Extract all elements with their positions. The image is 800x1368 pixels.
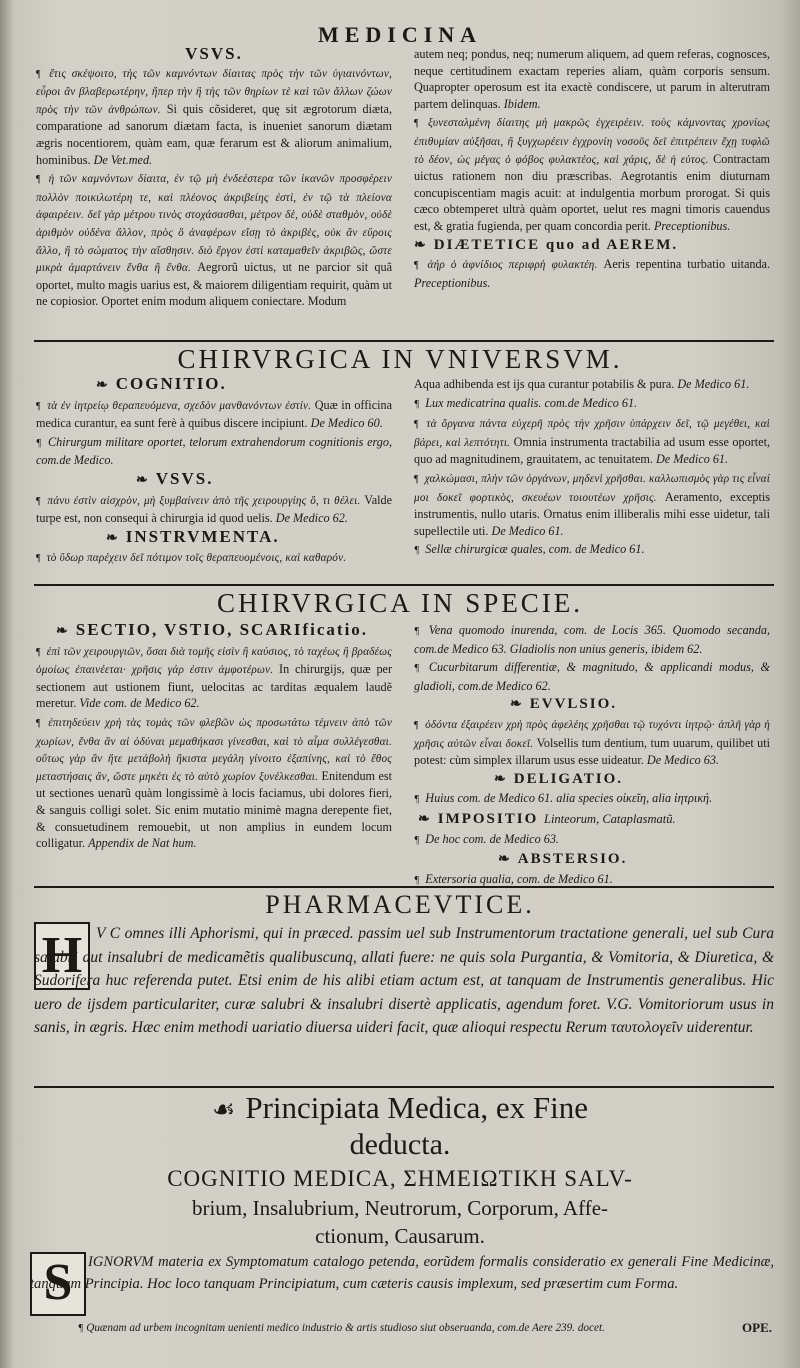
greek-text: ἔτις σκέψοιτο, τὴς τῶν καμνόντων δίαιτας πρὸς τὴν τῶν ὑγιαινόντων, εὗροι ἂν βλαβερωτέρην, ἤπερ τὴν ἢ τὴς τῶν θηρίων τὲ καὶ τῶν ἄλλων ζώων πρὸς τὴν τῶν ἀνθρώπων.	[36, 67, 392, 116]
pilcrow-icon: ¶	[414, 419, 419, 431]
greek-text: τὰ ὄργανα πάντα εὐχερῆ πρὸς τὴν χρῆσιν ὑπάρχειν δεῖ, τῷ μεγέθει, καὶ βάρει, καὶ λεπτότητι.	[414, 418, 770, 449]
principiata-title: ☙ Principiata Medica, ex Fine	[212, 1090, 588, 1125]
continued-paragraph	[414, 46, 770, 112]
pilcrow-icon: ¶	[36, 174, 41, 186]
greek-text: χαλκώμασι, πλὴν τῶν ὀργάνων, μηδενὶ χρῆσθαι. καλλωπισμὸς γὰρ τις εἶναί μοι δοκεῖ φορτικὸς, σκευέων τοιουτέων χρῆσις.	[414, 472, 771, 504]
decorated-initial-s: S	[30, 1252, 86, 1316]
fleuron-icon: ❧	[96, 378, 110, 393]
cognitio-paragraph-2	[36, 434, 392, 469]
reference: Ibidem.	[503, 96, 541, 111]
chirurgica-specie-title: CHIRVRGICA IN SPECIE.	[216, 588, 584, 618]
pilcrow-icon: ¶	[414, 260, 419, 272]
greek-text: τὸ ὕδωρ παρέχειν δεῖ πότιμον τοῖς θεραπευομένοις, καὶ καθαρόν.	[46, 552, 347, 565]
sellae-paragraph	[414, 541, 770, 560]
latin-text: Omnia instrumenta tractabilia ad usum esse oportet, quo ad magnitudinem, grauitatem, ac tenuitatem.	[414, 434, 771, 467]
latin-text: Extersoria qualia, com. de Medico 61.	[425, 871, 613, 886]
specie-right-column	[414, 622, 770, 891]
pilcrow-icon: ¶	[414, 794, 420, 806]
running-head: MEDICINA	[317, 22, 483, 47]
divider-rule	[34, 1086, 774, 1088]
pilcrow-icon: ¶	[414, 118, 419, 130]
signorum-text: IGNORVM materia ex Symptomatum catalogo petenda, eorũdem formalis consideratio ex generali Fine Medicinæ, tanquam Principia. Hoc loco tanquam Principiatum, cum cæteris causis implexum, sed præsertim cum Forma.	[30, 1254, 774, 1292]
instrumenta-heading: ❧ INSTRVMENTA.	[106, 526, 280, 546]
deligatio-heading: ❧ DELIGATIO.	[494, 770, 624, 787]
cognitio-paragraph	[36, 397, 392, 432]
latin-text: Valde turpe est, non consequi à chirurgia id quod uelis.	[36, 492, 393, 526]
impositio-tail: Linteorum, Cataplasmatũ.	[544, 811, 676, 826]
usus-heading-2: ❧ VSVS.	[136, 468, 214, 488]
pilcrow-icon: ¶	[414, 473, 419, 485]
latin-text: Lux medicatrina qualis. com.de Medico 61.	[425, 395, 638, 410]
usus-heading: VSVS.	[185, 44, 243, 63]
latin-text: Quæ in officina medica curantur, ea sunt ferè à quibus discere incipiunt.	[36, 397, 392, 431]
universum-right-column	[414, 376, 770, 562]
fleuron-icon: ❧	[56, 624, 70, 639]
reference: De Medico 61.	[655, 452, 729, 467]
cognitio-medica-line-3: ctionum, Causarum.	[315, 1224, 485, 1248]
latin-text: Chirurgum militare oportet, telorum extrahendorum cognitionis ergo, com.de Medico.	[36, 434, 393, 468]
pilcrow-icon: ¶	[414, 874, 420, 886]
reference: De Medico 63.	[646, 753, 719, 768]
diet-paragraph	[414, 114, 770, 234]
latin-text: Aqua adhibenda est ijs qua curantur potabilis & pura.	[414, 377, 675, 391]
specie-left-column	[36, 622, 392, 854]
latin-text: Volsellis tum dentium, tum uuarum, quilibet uti potest: cùm simplex illarum usus esse uideatur.	[414, 735, 770, 768]
latin-text: Aegrorũ uictus, ut ne parcior sit quã oportet, multo magis uarius est, & maiorem diligentiam requirit, quàm ut ne copiosior. Oportet enim modum aliquem coniectare. Modum	[36, 260, 393, 309]
pilcrow-icon: ¶	[36, 717, 41, 729]
greek-text: ξυνεσταλμένη δίαιτης μὴ μακρῶς ἐγχειρέειν. τοὺς κάμνοντας χρονίως ἐπιθυμίαν αὐξῆσαι, ἢ ξυγχωρέειν ἐγχρονίη νοσοῦς δεῖ ἐπιτρέπειν ἔχῃ τυφλῶ τὸ δέον, ὡς μέγας ὁ φόβος φυλακτέος, καὶ χάρις, δὲ ἡ εὐτος.	[414, 117, 771, 166]
reference: Preceptionibus.	[414, 275, 491, 290]
greek-text: τὰ ἐν ἰητρείῳ θεραπευόμενα, σχεδὸν μανθανόντων ἐστίν.	[47, 399, 312, 412]
latin-text: autem neq; pondus, neq; numerum aliquem, ad quem referas, cognosces, neque certitudinem exactam reperies aliam, quàm corporis sensum. Quapropter operosum est ita exactè condiscere, ut parum in alterutram partem delinquas.	[414, 47, 770, 111]
pharmaceutice-text: V C omnes illi Aphorismi, qui in præced. passim uel sub Instrumentorum tractatione generali, uel sub Cura salubri aut insalubri de medicamẽtis qualibuscunq, allati fuere: ne quis sola Purgantia, & Vomitoria, & Diuretica, & Sudorifera huc referenda putet. Etsi enim de his alibi etiam actum est, at tanquam de Instrumentis generalibus. Hic uero de ijsdem particulariter, curæ salubri & insalubri disertè applicatis, agendum foret. V.G. Vomitoriorum usus in sanis, in ægris. Hæc enim methodi uariatio diuersa uideri facit, quæ alioqui respectu Rerum ταυτολογεῖν uiderentur.	[34, 925, 774, 1037]
chirurgica-universum-title: CHIRVRGICA IN VNIVERSVM.	[177, 344, 623, 374]
reference: De Medico 61.	[677, 377, 750, 391]
fleuron-icon: ❧	[498, 852, 512, 868]
usus-paragraph	[36, 492, 392, 527]
diaetetice-heading: ❧ DIÆTETICE quo ad AEREM.	[414, 236, 679, 253]
pilcrow-icon: ¶	[78, 1323, 84, 1334]
fleuron-icon: ❧	[106, 530, 120, 546]
lux-paragraph	[414, 395, 770, 414]
reference: De Medico 60.	[310, 416, 383, 431]
pilcrow-icon: ¶	[36, 553, 41, 565]
sectio-paragraph-1	[36, 643, 392, 712]
latin-text: Aeris repentina turbatio uitanda.	[603, 257, 771, 272]
pilcrow-icon: ¶	[36, 400, 41, 412]
footer-note	[78, 1320, 678, 1338]
latin-text: In chirurgijs, quæ per sectionem aut ustionem fiunt, uelocitas ac tarditas æqualem laudẽ meretur.	[36, 662, 393, 711]
pilcrow-icon: ¶	[36, 68, 41, 80]
latin-text: Contractam uictus rationem non diu præscribas. Aegrotantis enim diuturnam concupiscentiam magis acuit: at indulgentia morbum prorogat. Si quis cæco obtemperet ultrà quàm oportet, uelut res magni timoris cauendus est, & gratia fugienda, per quam concordia perit.	[414, 151, 770, 233]
catchword: OPE.	[742, 1320, 772, 1335]
latin-text: Enitendum est ut sectiones uenarũ quàm longissimè à locis faciamus, ubi dolores fieri, & sanguis colligi solet. Sic enim mutatio minimè magna derepente fiet, & consuetudinem remouebit, ut non amplius in eundem locum colligatur.	[36, 768, 392, 851]
footer-text: Quænam ad urbem incognitam uenienti medico industrio & artis studioso siut obseruanda, com.de Aere 239. docet.	[86, 1322, 605, 1334]
pilcrow-icon: ¶	[414, 398, 420, 410]
cucurbitarum-paragraph	[414, 659, 770, 694]
divider-rule	[34, 584, 774, 586]
pharmaceutice-title: PHARMACEVTICE.	[265, 890, 535, 919]
decorated-initial-h: H	[34, 922, 90, 990]
pilcrow-icon: ¶	[414, 626, 420, 637]
latin-text: Vena quomodo inurenda, com. de Locis 365. Quomodo secanda, com.de Medico 63. Gladiolis non unius generis, ibidem 62.	[414, 623, 770, 656]
evulsio-heading: ❧ EVVLSIO.	[510, 696, 618, 713]
latin-text: Aeramento, exceptis instrumentis, nullo utaris. Ornatus enim illiberalis mihi esse uidetur, tali supellectile uti.	[414, 489, 770, 538]
greek-text: ὀδόντα ἐξαιρέειν χρὴ πρὸς ἀφελέης χρῆσθαι τῷ τυχόντι ἰητρῷ· ἁπλῆ γὰρ ἡ χρῆσις αὐτῶν εἶναι δοκεῖ.	[414, 718, 771, 750]
pilcrow-icon: ¶	[36, 646, 41, 658]
vena-paragraph	[414, 622, 770, 657]
fleuron-icon: ❧	[136, 472, 150, 488]
usus-paragraph-1	[36, 65, 392, 169]
hand-ornament-icon: ☙	[212, 1095, 236, 1124]
reference: Preceptionibus.	[653, 218, 731, 233]
greek-text: ἀήρ ὁ ἀφνίδιος περιφρὴ φυλακτέη.	[427, 259, 598, 272]
instrumenta-paragraph	[36, 549, 392, 568]
greek-text: πάνυ ἐστὶν αἰσχρὸν, μὴ ξυμβαίνειν ἀπὸ τῆς χειρουργίης ὃ, τι θέλει.	[47, 494, 361, 507]
cognitio-heading: ❧ COGNITIO.	[96, 374, 227, 393]
cognitio-medica-line-2: brium, Insalubrium, Neutrorum, Corporum, Affe-	[191, 1196, 609, 1220]
fleuron-icon: ❧	[510, 697, 524, 713]
universum-left-column	[36, 376, 392, 570]
pilcrow-icon: ¶	[36, 495, 41, 507]
impositio-paragraph	[414, 831, 770, 850]
abstersio-heading: ❧ ABSTERSIO.	[498, 851, 628, 868]
fleuron-icon: ❧	[418, 811, 432, 827]
divider-rule	[34, 340, 774, 342]
evulsio-paragraph	[414, 716, 770, 769]
reference: Vide com. de Medico 62.	[79, 696, 200, 711]
cognitio-medica-heading: COGNITIO MEDICA, ΣΗΜΕΙΩΤΙΚΗ SALV-	[167, 1166, 633, 1191]
latin-text: Cucurbitarum differentiæ, & magnitudo, & applicandi modus, & gladioli, com.de Medico 62.	[414, 660, 770, 693]
deligatio-paragraph	[414, 790, 770, 809]
pilcrow-icon: ¶	[414, 834, 420, 846]
greek-text: ἡ τῶν καμνόντων δίαιτα, ἐν τῷ μὴ ἐνδεέστερα τῶν ἱκανῶν προσφέρειν πολλὸν ποικιλωτέρη τε, καὶ πλέονος ἀκριβείης ἐστὶ, ἐν τῷ τὰ πλείονα ἀφαιρέειν. δεῖ γὰρ μέτρου τινὸς στοχάσασθαι, μέτρον δὲ, οὐδὲ σταθμὸν, οὐδὲ ἀριθμὸν οὐδένα ἄλλον, πρὸς ὃ ἀναφέρων εἴσῃ τὸ ἀκριβὲς, οὐκ ἂν εὕροις ἄλλο, ἢ τὸ σώματος τὴν αἴσθησιν. διὸ ἔργον ἐστὶ καταμαθεῖν ἀκριβῶς, ὥστε μικρὰ ἁμαρτάνειν ἔνθα ἢ ἔνθα.	[36, 173, 392, 275]
pilcrow-icon: ¶	[414, 545, 420, 557]
principiata-title-2: deducta.	[349, 1128, 451, 1161]
sectio-paragraph-2	[36, 714, 392, 852]
usus-paragraph-2	[36, 170, 392, 310]
fleuron-icon: ❧	[414, 237, 428, 253]
fleuron-icon: ❧	[494, 771, 508, 787]
reference: De Vet.med.	[93, 152, 153, 167]
latin-text: Huius com. de Medico 61. alia species οἰκεῖη, alia ἰητρική.	[425, 791, 713, 806]
instrumenta-continued	[414, 376, 770, 393]
pilcrow-icon: ¶	[414, 663, 420, 675]
reference: Appendix de Nat hum.	[88, 836, 197, 851]
top-right-column	[414, 46, 770, 293]
latin-text: De hoc com. de Medico 63.	[425, 831, 559, 846]
organa-paragraph	[414, 415, 770, 468]
latin-text: Si quis cõsideret, quę sit ægrotorum diæta, comparatione ad sanorum diætam facta, is inueniet sanorum diætam ægris nocentiorem, quàm eam, quæ ferarum est & aliorum animalium, hominibus.	[36, 101, 393, 167]
pilcrow-icon: ¶	[36, 437, 42, 449]
aeramento-paragraph	[414, 470, 770, 539]
impositio-heading: ❧ IMPOSITIO Linteorum, Cataplasmatũ.	[418, 810, 676, 827]
greek-text: ἐπιτηδεύειν χρὴ τὰς τομὰς τῶν φλεβῶν ὡς προσωτάτω τέμνειν ἀπὸ τῶν χωρίων, ἔνθα ἂν αἱ ὀδύναι μεμαθήκασι γίνεσθαι, καὶ τὸ αἷμα συλλέγεσθαι. οὕτως γὰρ ἂν ἥτε μετάβολὴ ἥκιστα μεγάλη γίνοιτο ἐξαπίνης, καὶ τὸ ἔθος μεταστήσαις ἂν, ὥστε μηκέτι ἐς τὸ αὐτὸ χωρίον ξυνέλκεσθαι.	[36, 716, 392, 783]
top-left-column	[36, 46, 392, 312]
divider-rule	[34, 886, 774, 888]
sectio-heading: ❧ SECTIO, VSTIO, SCARIficatio.	[56, 620, 369, 639]
latin-text: Sellæ chirurgicæ quales, com. de Medico 61.	[425, 542, 645, 557]
reference: De Medico 62.	[275, 511, 348, 526]
pilcrow-icon: ¶	[414, 719, 419, 731]
greek-text: ἐπὶ τῶν χειρουργιῶν, ὅσαι διὰ τομῆς εἰσὶν ἢ καύσιος, τὸ ταχέως ἢ βραδέως ὁμοίως ἐπαινέεται· χρῆσις γάρ ἐστιν ἀμφοτέρων.	[36, 645, 393, 677]
reference: De Medico 61.	[491, 523, 564, 538]
aer-paragraph	[414, 256, 770, 291]
